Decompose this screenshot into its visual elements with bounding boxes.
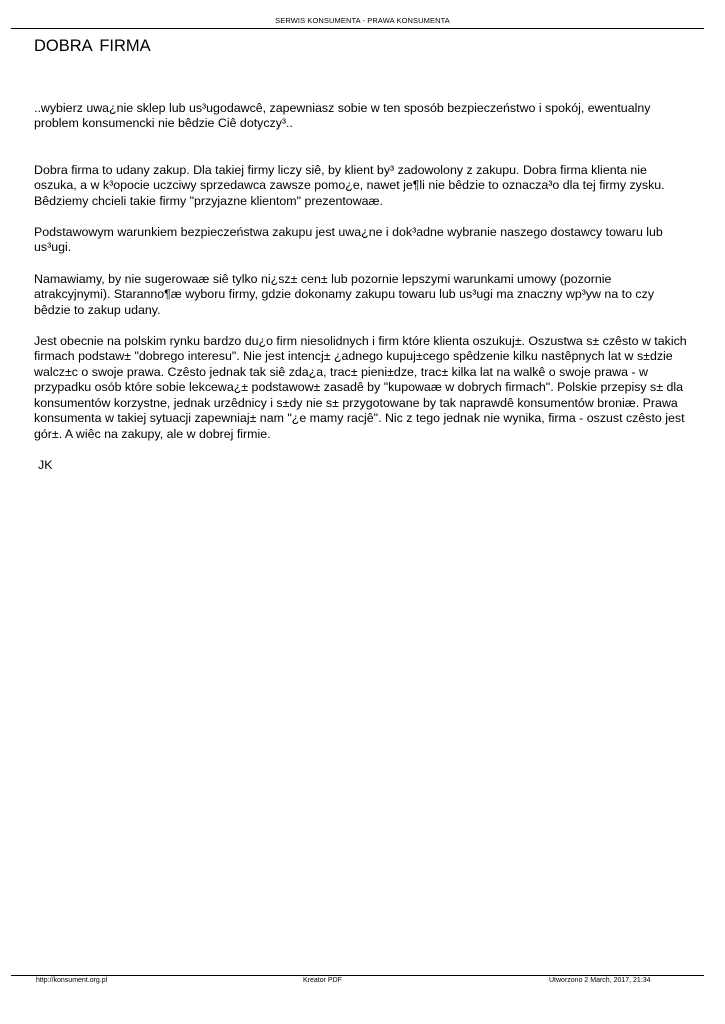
body-paragraph-4: Jest obecnie na polskim rynku bardzo du¿o firm niesolidnych i firm które klienta oszukuj±. Oszustwa s± czêsto w takich firmach podstaw± "dobrego interesu". Nie jest intencj± ¿adnego kupuj±cego spêdzenie kilku nastêpnych lat w s±dzie walcz±c o swoje prawa. Czêsto jednak tak siê zda¿a, trac± pieni±dze, trac± kilka lat na walkê o swoje prawa - w przypadku osób które sobie lekcewa¿± podstawow± zasadê by "kupowaæ w dobrych firmach". Polskie przepisy s± dla konsumentów korzystne, jednak urzêdnicy i s±dy nie s± przygotowane by tak naprawdê konsumentów broniæ. Prawa konsumenta w takiej sytuacji zapewniaj± nam "¿e mamy racjê". Nic z tego jednak nie wynika, firma - oszust czêsto jest gór±. A wiêc na zakupy, ale w dobrej firmie. bbox=[34, 334, 687, 441]
footer-rule bbox=[11, 975, 704, 976]
body-paragraph-3: Namawiamy, by nie sugerowaæ siê tylko ni¿sz± cen± lub pozornie lepszymi warunkami umowy (pozornie atrakcyjnymi). Staranno¶æ wyboru firmy, gdzie dokonamy zakupu towaru lub us³ugi ma znaczny wp³yw na to czy bêdzie to zakup udany. bbox=[34, 271, 655, 317]
footer-url-link[interactable]: http://konsument.org.pl bbox=[36, 977, 108, 984]
article-body bbox=[34, 101, 690, 473]
header-rule bbox=[11, 28, 704, 29]
running-header: SERWIS KONSUMENTA - PRAWA KONSUMENTA bbox=[275, 16, 450, 25]
author-signature: JK bbox=[38, 457, 53, 472]
footer-generator: Kreator PDF bbox=[303, 977, 342, 984]
body-paragraph-1: Dobra firma to udany zakup. Dla takiej firmy liczy siê, by klient by³ zadowolony z zakupu. Dobra firma klienta nie oszuka, a w k³opocie uczciwy sprzedawca zawsze pomo¿e, nawet je¶li nie bêdzie to oznacza³o dla tej firmy zysku. Bêdziemy chcieli takie firmy "przyjazne klientom" prezentowaæ. bbox=[34, 162, 665, 208]
footer-created-date: Utworzono 2 March, 2017, 21:34 bbox=[549, 977, 651, 984]
intro-paragraph: ..wybierz uwa¿nie sklep lub us³ugodawcê, zapewniasz sobie w ten sposób bezpieczeństwo i spokój, ewentualny problem konsumencki nie bêdzie Ciê dotyczy³.. bbox=[34, 101, 651, 131]
page-title: DOBRA FIRMA bbox=[34, 37, 151, 55]
body-paragraph-2: Podstawowym warunkiem bezpieczeństwa zakupu jest uwa¿ne i dok³adne wybranie naszego dostawcy towaru lub us³ugi. bbox=[34, 225, 663, 255]
